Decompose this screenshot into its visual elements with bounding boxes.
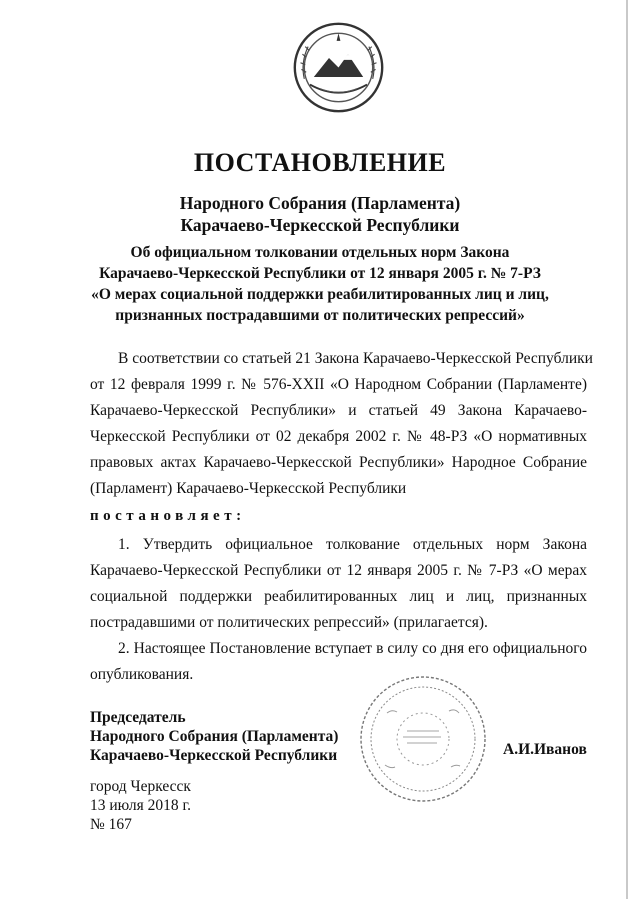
resolves-word: постановляет: <box>90 508 246 524</box>
item-2-line: опубликования. <box>90 666 194 683</box>
item-1-line: Карачаево-Черкесской Республики от 12 января 2005 г. № 7-РЗ «О мерах <box>90 562 587 579</box>
preamble-line: от 12 февраля 1999 г. № 576-XXII «О Народном Собрании (Парламенте) <box>90 376 587 393</box>
signatory-title-line-3: Карачаево-Черкесской Республики <box>90 747 338 764</box>
item-1-line: пострадавшими от политических репрессий» (прилагается). <box>90 614 488 631</box>
preamble-line: правовых актах Карачаево-Черкесской Республики» Народное Собрание <box>90 454 587 471</box>
subject-line-3: «О мерах социальной поддержки реабилитированных лиц и лиц, <box>91 286 549 303</box>
preamble-line: Черкесской Республики от 02 декабря 2002 г. № 48-РЗ «О нормативных <box>90 428 587 445</box>
item-2-line: 2. Настоящее Постановление вступает в силу со дня его официального <box>118 640 587 657</box>
document-number: № 167 <box>90 816 132 833</box>
preamble-line: В соответствии со статьей 21 Закона Карачаево-Черкесской Республики <box>118 350 593 367</box>
subject-line-4: признанных пострадавшими от политических репрессий» <box>115 307 525 324</box>
issue-date: 13 июля 2018 г. <box>90 797 191 814</box>
signatory-title-line-1: Председатель <box>90 709 186 726</box>
signatory-name: А.И.Иванов <box>503 741 587 758</box>
item-1-line: 1. Утвердить официальное толкование отдельных норм Закона <box>118 536 587 553</box>
signatory-title-line-2: Народного Собрания (Парламента) <box>90 728 339 745</box>
coat-of-arms-icon <box>291 20 386 115</box>
subject-line-2: Карачаево-Черкесской Республики от 12 января 2005 г. № 7-РЗ <box>99 265 541 282</box>
subject-line-1: Об официальном толковании отдельных норм Закона <box>130 244 510 261</box>
preamble-line: (Парламент) Карачаево-Черкесской Республики <box>90 480 407 497</box>
issuer-line-2: Карачаево-Черкесской Республики <box>180 215 460 235</box>
page-edge-line <box>626 0 628 899</box>
document-type-title: ПОСТАНОВЛЕНИЕ <box>193 148 447 177</box>
official-seal-stamp <box>357 673 489 805</box>
issue-city: город Черкесск <box>90 778 191 795</box>
issuer-line-1: Народного Собрания (Парламента) <box>179 193 461 213</box>
preamble-line: Карачаево-Черкесской Республики» и статьей 49 Закона Карачаево- <box>90 402 587 419</box>
item-1-line: социальной поддержки реабилитированных лиц и лиц, признанных <box>90 588 587 605</box>
